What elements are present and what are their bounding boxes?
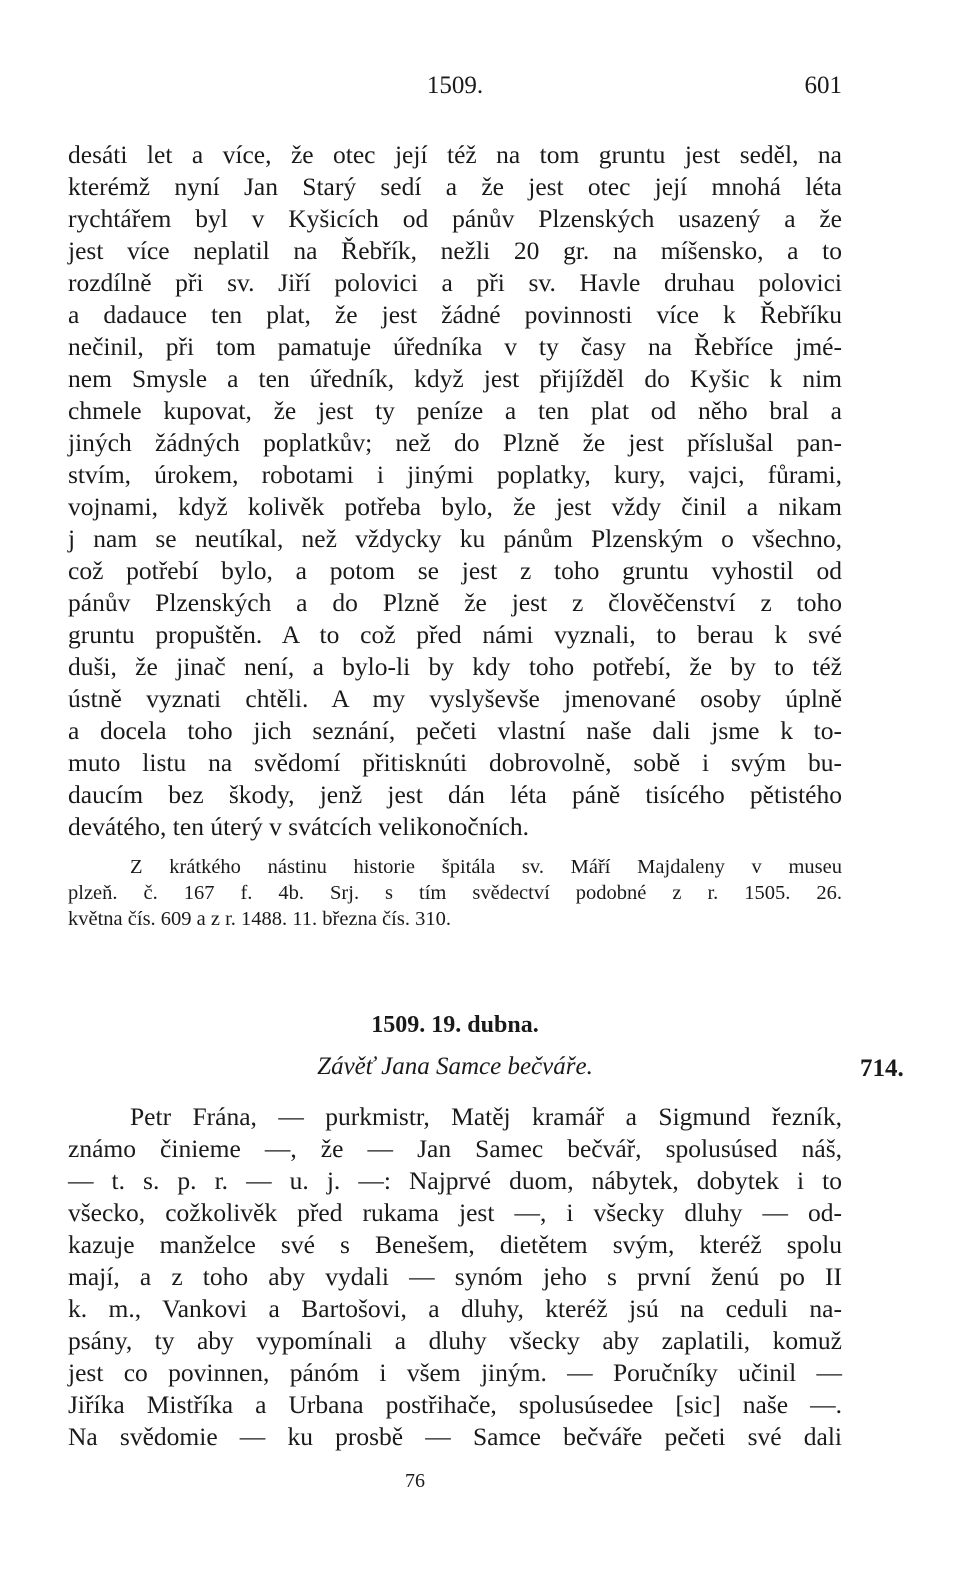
document-number: 714. — [860, 1055, 904, 1082]
text-line: psány, ty aby vypomínali a dluhy všecky aby zaplatili, komuž — [68, 1326, 842, 1355]
text-line: — t. s. p. r. — u. j. —: Najprvé duom, nábytek, dobytek i to — [68, 1166, 842, 1195]
note-line: května čís. 609 a z r. 1488. 11. března čís. 310. — [68, 908, 451, 930]
text-line: nečinil, při tom pamatuje úředníka v ty časy na Řebříce jmé- — [68, 332, 842, 361]
note-line: Z krátkého nástinu historie špitála sv. Máří Majdaleny v museu — [130, 856, 842, 878]
document-title: Závěť Jana Samce bečváře. — [317, 1053, 593, 1080]
running-head-year: 1509. — [426, 72, 484, 99]
text-line: jiných žádných poplatkův; než do Plzně že jest příslušal pan- — [68, 428, 842, 457]
text-line: desáti let a více, že otec její též na tom gruntu jest seděl, na — [68, 140, 842, 169]
text-line: nem Smysle a ten úředník, když jest přijížděl do Kyšic k nim — [68, 364, 842, 393]
text-line: gruntu propuštěn. A to což před námi vyznali, to berau k své — [68, 620, 842, 649]
note-line: plzeň. č. 167 f. 4b. Srj. s tím svědectví podobné z r. 1505. 26. — [68, 882, 842, 904]
page-number: 601 — [804, 72, 842, 99]
text-line: devátého, ten úterý v svátcích velikonočních. — [68, 812, 529, 841]
text-line: k. m., Vankovi a Bartošovi, a dluhy, kteréž jsú na ceduli na- — [68, 1294, 842, 1323]
text-line: jest co povinnen, pánóm i všem jiným. — Poručníky učinil — — [68, 1358, 842, 1387]
document-date: 1509. 19. dubna. — [371, 1012, 539, 1038]
text-line: stvím, úrokem, robotami i jinými poplatky, kury, vajci, fůrami, — [68, 460, 842, 489]
printer-signature-mark: 76 — [405, 1470, 425, 1492]
text-line: Na svědomie — ku prosbě — Samce bečváře pečeti své dali — [68, 1422, 842, 1451]
text-line: chmele kupovat, že jest ty peníze a ten plat od něho bral a — [68, 396, 842, 425]
text-line: ústně vyznati chtěli. A my vyslyševše jmenované osoby úplně — [68, 684, 842, 713]
text-line: vojnami, když kolivěk potřeba bylo, že jest vždy činil a nikam — [68, 492, 842, 521]
text-line: daucím bez škody, jenž jest dán léta páně tisícého pětistého — [68, 780, 842, 809]
text-line: a docela toho jich seznání, pečeti vlastní naše dali jsme k to- — [68, 716, 842, 745]
text-line: muto listu na svědomí přitisknúti dobrovolně, sobě i svým bu- — [68, 748, 842, 777]
text-line: mají, a z toho aby vydali — synóm jeho s první ženú po II — [68, 1262, 842, 1291]
text-line: všecko, cožkolivěk před rukama jest —, i všecky dluhy — od- — [68, 1198, 842, 1227]
text-line: j nam se neutíkal, než vždycky ku pánům Plzenským o všechno, — [68, 524, 842, 553]
text-line: rozdílně při sv. Jiří polovici a při sv. Havle druhau polovici — [68, 268, 842, 297]
text-line: rychtářem byl v Kyšicích od pánův Plzenských usazený a že — [68, 204, 842, 233]
page-header — [68, 72, 842, 112]
text-line: kazuje manželce své s Benešem, dietětem svým, kteréž spolu — [68, 1230, 842, 1259]
text-line: kterémž nyní Jan Starý sedí a že jest otec její mnohá léta — [68, 172, 842, 201]
text-line: jest více neplatil na Řebřík, nežli 20 gr. na míšensko, a to — [68, 236, 842, 265]
text-line: pánův Plzenských a do Plzně že jest z člověčenství z toho — [68, 588, 842, 617]
text-line: známo činieme —, že — Jan Samec bečvář, spolusúsed náš, — [68, 1134, 842, 1163]
text-line: Jiříka Mistříka a Urbana postřihače, spolusúsedee [sic] naše —. — [68, 1390, 842, 1419]
text-line: Petr Frána, — purkmistr, Matěj kramář a Sigmund řezník, — [130, 1102, 842, 1131]
text-line: duši, že jinač není, a bylo-li by kdy toho potřebí, že by to též — [68, 652, 842, 681]
text-line: a dadauce ten plat, že jest žádné povinnosti více k Řebříku — [68, 300, 842, 329]
text-line: což potřebí bylo, a potom se jest z toho gruntu vyhostil od — [68, 556, 842, 585]
